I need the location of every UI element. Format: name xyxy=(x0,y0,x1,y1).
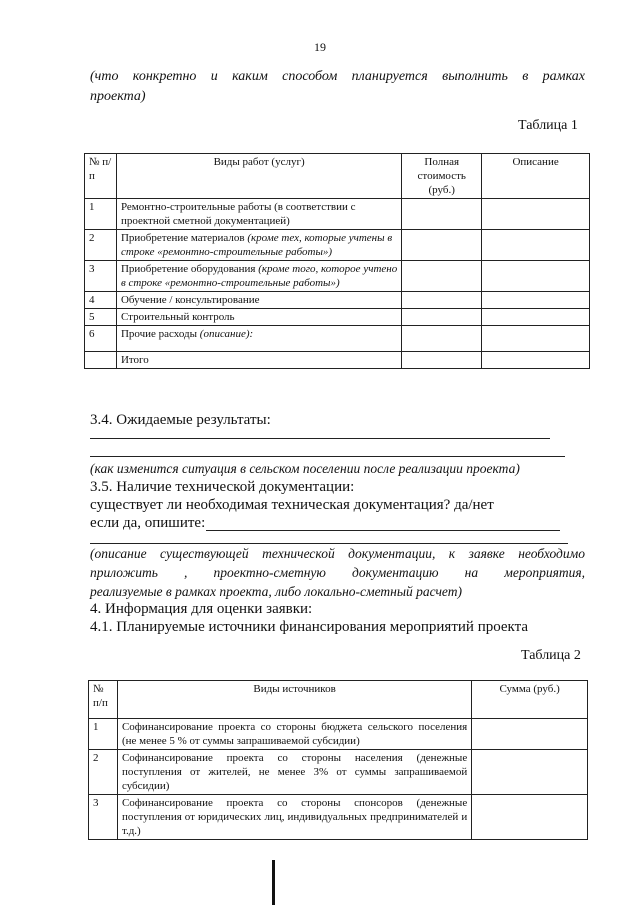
t1-description-cell[interactable] xyxy=(482,261,590,292)
t2-sum-cell[interactable] xyxy=(472,719,588,750)
section-3-5-note-2: приложить , проектно-сметную документацию на мероприятия, xyxy=(90,565,585,580)
t1-row-num: 1 xyxy=(85,199,117,230)
t1-cost-cell[interactable] xyxy=(402,230,482,261)
t2-header-sources: Виды источников xyxy=(117,681,471,719)
t1-row-text: Ремонтно-строительные работы (в соответствии с проектной сметной документацией) xyxy=(116,199,401,230)
intro-line-2: проекта) xyxy=(90,89,146,104)
t1-total-cost-cell[interactable] xyxy=(402,352,482,369)
t2-header-sum: Сумма (руб.) xyxy=(472,681,588,719)
section-3-5-title: 3.5. Наличие технической документации: xyxy=(90,479,355,495)
table-funding-sources xyxy=(88,680,588,840)
t2-row-text: Софинансирование проекта со стороны населения (денежные поступления от жителей, не менее 3% от суммы запрашиваемой субсидии) xyxy=(117,750,471,795)
answer-line[interactable] xyxy=(90,543,568,544)
t2-header-num: № п/п xyxy=(89,681,118,719)
section-3-5-if-yes: если да, опишите: xyxy=(90,515,206,531)
table1-caption: Таблица 1 xyxy=(518,118,578,133)
t2-row-num: 3 xyxy=(89,795,118,840)
t2-row-num: 1 xyxy=(89,719,118,750)
section-4-title: 4. Информация для оценки заявки: xyxy=(90,601,313,617)
section-3-5-note-3: реализуемые в рамках проекта, либо локально-сметный расчет) xyxy=(90,584,462,599)
section-3-5-note-1: (описание существующей технической документации, к заявке необходимо xyxy=(90,546,585,561)
section-3-4-title: 3.4. Ожидаемые результаты: xyxy=(90,412,271,428)
intro-line-1: (что конкретно и каким способом планируется выполнить в рамках xyxy=(90,69,585,84)
t1-description-cell[interactable] xyxy=(482,230,590,261)
answer-line[interactable] xyxy=(206,530,560,531)
answer-line[interactable] xyxy=(90,438,550,439)
t2-sum-cell[interactable] xyxy=(472,750,588,795)
t1-description-cell[interactable] xyxy=(482,309,590,326)
t1-row-text: Приобретение материалов (кроме тех, которые учтены в строке «ремонтно-строительные работы») xyxy=(116,230,401,261)
table-works xyxy=(84,153,590,369)
binding-mark xyxy=(272,860,275,905)
t1-header-description: Описание xyxy=(482,154,590,199)
section-3-5-question: существует ли необходимая техническая документация? да/нет xyxy=(90,497,494,513)
section-3-4-note: (как изменится ситуация в сельском поселении после реализации проекта) xyxy=(90,461,520,476)
t1-row-text: Прочие расходы (описание): xyxy=(116,326,401,352)
t1-row-num: 6 xyxy=(85,326,117,352)
t2-sum-cell[interactable] xyxy=(472,795,588,840)
t1-cost-cell[interactable] xyxy=(402,261,482,292)
t1-row-num: 3 xyxy=(85,261,117,292)
t1-row-num: 5 xyxy=(85,309,117,326)
table2-caption: Таблица 2 xyxy=(521,648,581,663)
t1-row-num: 4 xyxy=(85,292,117,309)
t2-row-text: Софинансирование проекта со стороны спонсоров (денежные поступления от юридических лиц, индивидуальных предпринимателей и т.д.) xyxy=(117,795,471,840)
t1-header-num: № п/п xyxy=(85,154,117,199)
t1-cost-cell[interactable] xyxy=(402,309,482,326)
t1-description-cell[interactable] xyxy=(482,292,590,309)
t1-cost-cell[interactable] xyxy=(402,292,482,309)
t2-row-text: Софинансирование проекта со стороны бюджета сельского поселения (не менее 5 % от суммы запрашиваемой субсидии) xyxy=(117,719,471,750)
t1-row-text: Приобретение оборудования (кроме того, которое учтено в строке «ремонтно-строительные работы») xyxy=(116,261,401,292)
t1-header-cost: Полная стоимость (руб.) xyxy=(402,154,482,199)
t1-row-text: Обучение / консультирование xyxy=(116,292,401,309)
answer-line[interactable] xyxy=(90,456,565,457)
page-number: 19 xyxy=(314,40,326,54)
t1-description-cell[interactable] xyxy=(482,326,590,352)
t1-row-text: Строительный контроль xyxy=(116,309,401,326)
t1-cost-cell[interactable] xyxy=(402,199,482,230)
t1-row-num: 2 xyxy=(85,230,117,261)
t1-cost-cell[interactable] xyxy=(402,326,482,352)
section-4-1-title: 4.1. Планируемые источники финансирования мероприятий проекта xyxy=(90,619,529,635)
t1-row-total: Итого xyxy=(116,352,401,369)
t1-total-description-cell[interactable] xyxy=(482,352,590,369)
t1-description-cell[interactable] xyxy=(482,199,590,230)
t1-row-num xyxy=(85,352,117,369)
t2-row-num: 2 xyxy=(89,750,118,795)
t1-header-works: Виды работ (услуг) xyxy=(116,154,401,199)
